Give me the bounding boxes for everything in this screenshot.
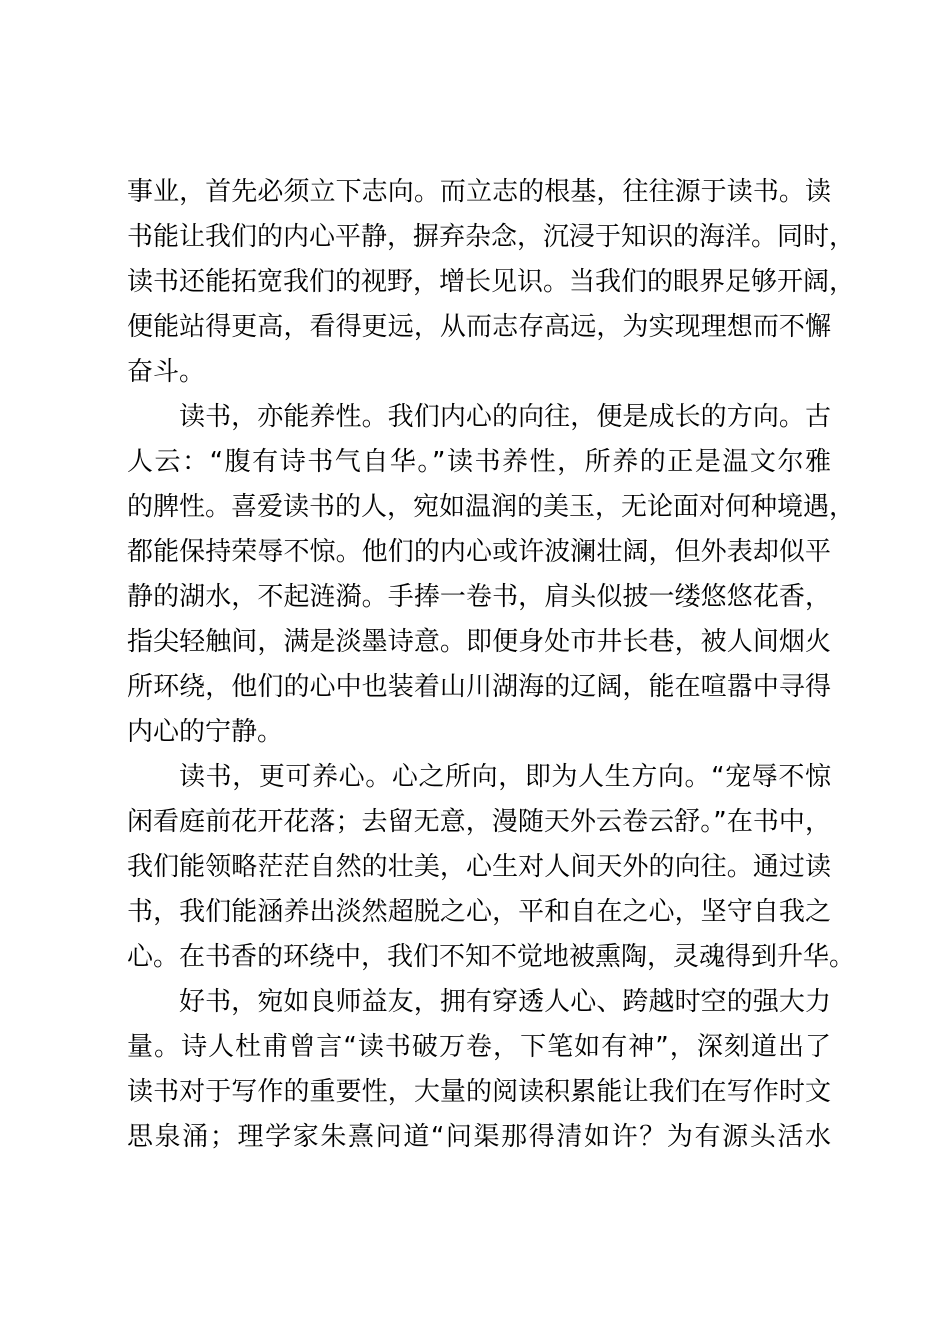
text-line: 读书，亦能养性。我们内心的向往，便是成长的方向。古	[179, 402, 831, 432]
text-line: 便能站得更高，看得更远，从而志存高远，为实现理想而不懈	[127, 312, 831, 342]
text-line: 好书，宛如良师益友，拥有穿透人心、跨越时空的强大力	[179, 987, 831, 1017]
text-line: 奋斗。	[127, 357, 206, 387]
text-line: 事业，首先必须立下志向。而立志的根基，往往源于读书。读	[127, 177, 831, 207]
text-line: 的脾性。喜爱读书的人，宛如温润的美玉，无论面对何种境遇，	[127, 492, 856, 522]
text-line: 内心的宁静。	[127, 717, 284, 747]
text-line: 指尖轻触间，满是淡墨诗意。即便身处市井长巷，被人间烟火	[127, 627, 831, 657]
text-line: 读书，更可养心。心之所向，即为人生方向。“宠辱不惊	[179, 762, 831, 792]
document-body	[127, 170, 856, 1160]
paragraph-1	[127, 170, 856, 395]
paragraph-3	[127, 755, 856, 980]
text-line: 思泉涌；理学家朱熹问道“问渠那得清如许？为有源头活水	[127, 1122, 831, 1152]
text-line: 书能让我们的内心平静，摒弃杂念，沉浸于知识的海洋。同时，	[127, 222, 856, 252]
text-line: 读书还能拓宽我们的视野，增长见识。当我们的眼界足够开阔，	[127, 267, 856, 297]
text-line: 书，我们能涵养出淡然超脱之心，平和自在之心，坚守自我之	[127, 897, 831, 927]
text-line: 人云：“腹有诗书气自华。”读书养性，所养的正是温文尔雅	[127, 447, 831, 477]
paragraph-2	[127, 395, 856, 755]
text-line: 量。诗人杜甫曾言“读书破万卷，下笔如有神”，深刻道出了	[127, 1032, 831, 1062]
paragraph-4	[127, 980, 831, 1160]
text-line: 闲看庭前花开花落；去留无意，漫随天外云卷云舒。”在书中，	[127, 807, 831, 837]
text-line: 心。在书香的环绕中，我们不知不觉地被熏陶，灵魂得到升华。	[127, 942, 856, 972]
text-line: 都能保持荣辱不惊。他们的内心或许波澜壮阔，但外表却似平	[127, 537, 831, 567]
text-line: 读书对于写作的重要性，大量的阅读积累能让我们在写作时文	[127, 1077, 831, 1107]
text-line: 所环绕，他们的心中也装着山川湖海的辽阔，能在喧嚣中寻得	[127, 672, 831, 702]
text-line: 静的湖水，不起涟漪。手捧一卷书，肩头似披一缕悠悠花香，	[127, 582, 831, 612]
text-line: 我们能领略茫茫自然的壮美，心生对人间天外的向往。通过读	[127, 852, 831, 882]
